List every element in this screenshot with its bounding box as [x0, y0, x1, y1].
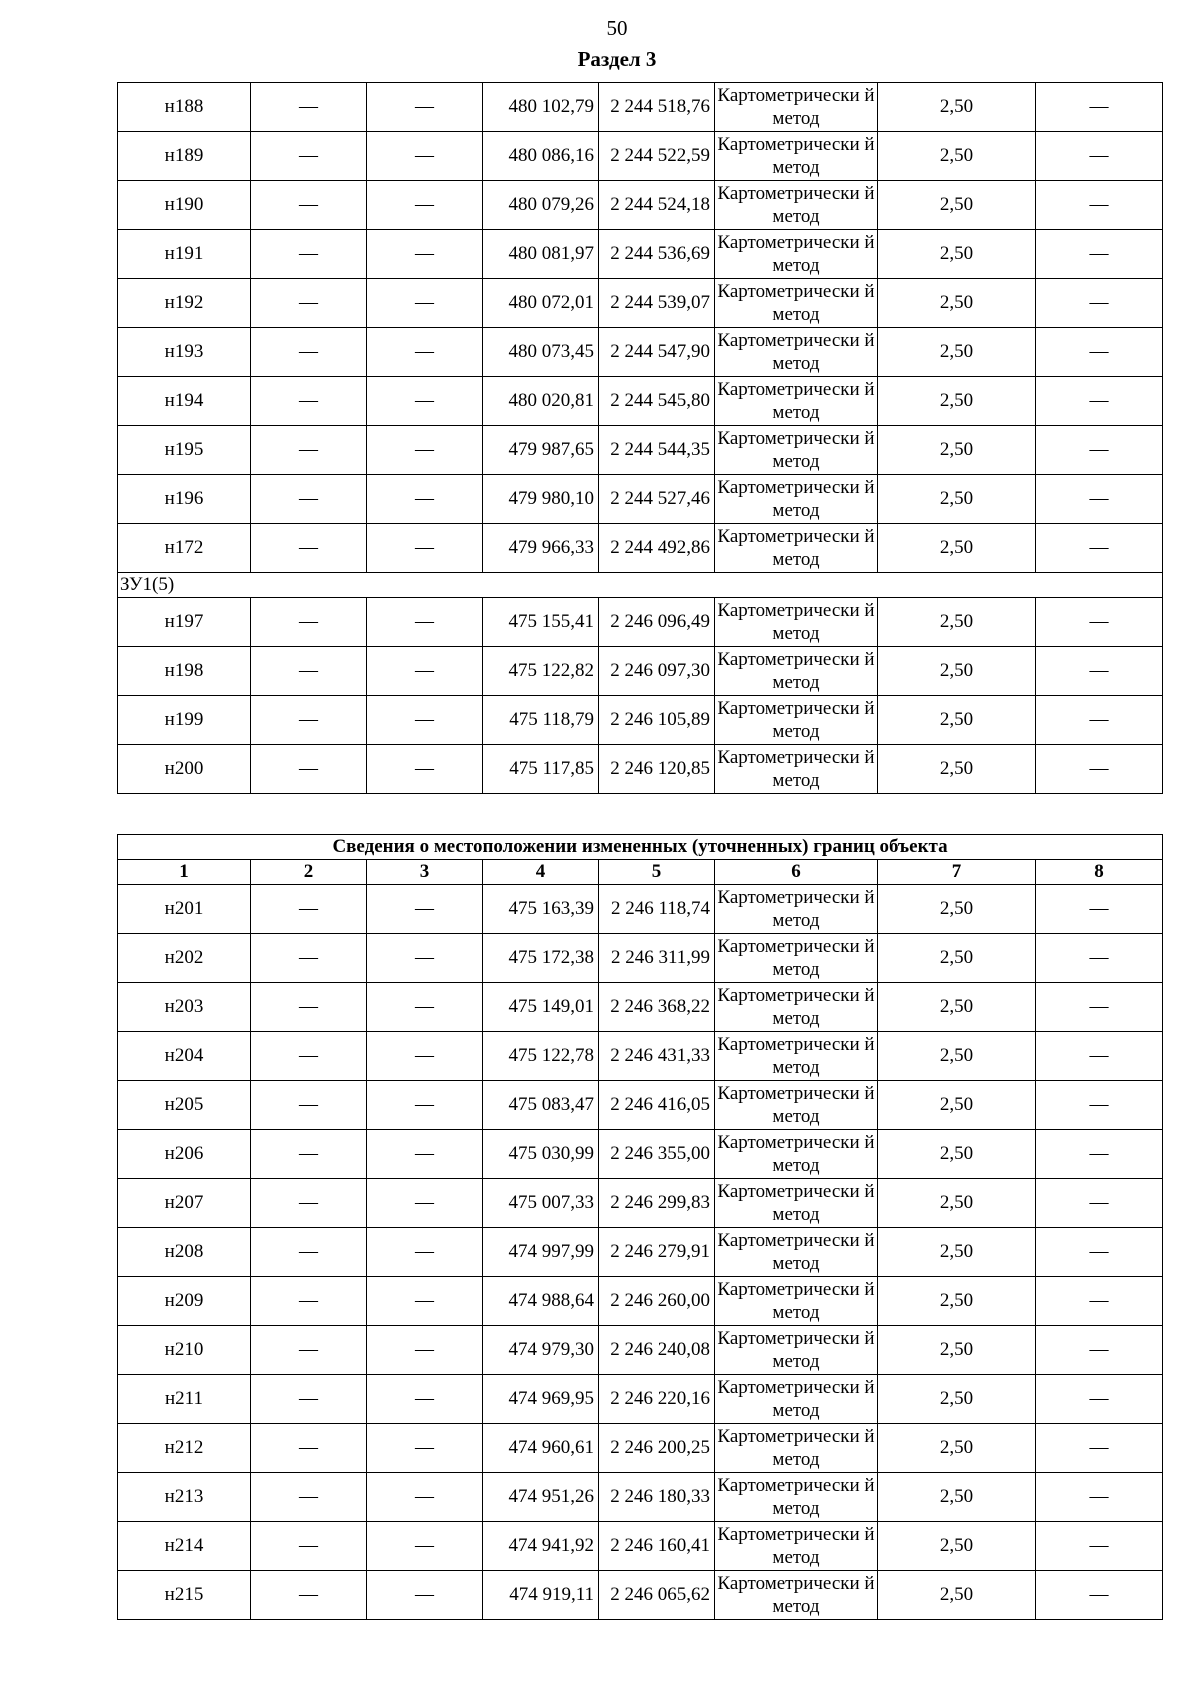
- point-cell: н197: [118, 598, 251, 647]
- method-cell: Картометрически й метод: [715, 934, 878, 983]
- col3-cell: —: [367, 1081, 483, 1130]
- y-coordinate: 2 246 200,25: [599, 1424, 715, 1473]
- y-coordinate: 2 246 105,89: [599, 696, 715, 745]
- x-coordinate: 474 979,30: [483, 1326, 599, 1375]
- point-cell: н172: [118, 524, 251, 573]
- col2-cell: —: [251, 934, 367, 983]
- table-row: [118, 328, 1163, 377]
- y-coordinate: 2 246 240,08: [599, 1326, 715, 1375]
- method-cell: Картометрически й метод: [715, 1179, 878, 1228]
- col3-cell: —: [367, 132, 483, 181]
- x-coordinate: 475 163,39: [483, 885, 599, 934]
- point-cell: н214: [118, 1522, 251, 1571]
- method-cell: Картометрически й метод: [715, 885, 878, 934]
- column-number: 4: [483, 860, 599, 885]
- table-1-section: [118, 573, 1163, 598]
- col2-cell: —: [251, 181, 367, 230]
- point-cell: н203: [118, 983, 251, 1032]
- accuracy-cell: 2,50: [878, 230, 1036, 279]
- col8-cell: —: [1036, 132, 1163, 181]
- x-coordinate: 480 073,45: [483, 328, 599, 377]
- y-coordinate: 2 244 524,18: [599, 181, 715, 230]
- table-row: [118, 1130, 1163, 1179]
- section-title: Раздел 3: [577, 47, 657, 71]
- col8-cell: —: [1036, 377, 1163, 426]
- y-coordinate: 2 246 118,74: [599, 885, 715, 934]
- y-coordinate: 2 244 544,35: [599, 426, 715, 475]
- accuracy-cell: 2,50: [878, 377, 1036, 426]
- method-cell: Картометрически й метод: [715, 377, 878, 426]
- point-cell: н190: [118, 181, 251, 230]
- method-cell: Картометрически й метод: [715, 1522, 878, 1571]
- col8-cell: —: [1036, 1473, 1163, 1522]
- x-coordinate: 475 030,99: [483, 1130, 599, 1179]
- point-cell: н193: [118, 328, 251, 377]
- col2-cell: —: [251, 426, 367, 475]
- y-coordinate: 2 244 522,59: [599, 132, 715, 181]
- col3-cell: —: [367, 181, 483, 230]
- table-row: [118, 1179, 1163, 1228]
- x-coordinate: 474 997,99: [483, 1228, 599, 1277]
- method-cell: Картометрически й метод: [715, 1571, 878, 1620]
- y-coordinate: 2 246 311,99: [599, 934, 715, 983]
- point-cell: н196: [118, 475, 251, 524]
- table-row: [118, 1522, 1163, 1571]
- column-number: 6: [715, 860, 878, 885]
- method-cell: Картометрически й метод: [715, 1081, 878, 1130]
- col3-cell: —: [367, 1522, 483, 1571]
- col8-cell: —: [1036, 475, 1163, 524]
- x-coordinate: 475 155,41: [483, 598, 599, 647]
- col3-cell: —: [367, 328, 483, 377]
- accuracy-cell: 2,50: [878, 1522, 1036, 1571]
- col3-cell: —: [367, 1326, 483, 1375]
- table-row: [118, 1032, 1163, 1081]
- y-coordinate: 2 244 536,69: [599, 230, 715, 279]
- point-cell: н192: [118, 279, 251, 328]
- table-row: [118, 524, 1163, 573]
- method-cell: Картометрически й метод: [715, 647, 878, 696]
- method-cell: Картометрически й метод: [715, 1326, 878, 1375]
- col3-cell: —: [367, 230, 483, 279]
- col8-cell: —: [1036, 1032, 1163, 1081]
- table-row: [118, 745, 1163, 794]
- table-row: [118, 647, 1163, 696]
- accuracy-cell: 2,50: [878, 696, 1036, 745]
- x-coordinate: 475 149,01: [483, 983, 599, 1032]
- x-coordinate: 480 072,01: [483, 279, 599, 328]
- point-cell: н208: [118, 1228, 251, 1277]
- col2-cell: —: [251, 1081, 367, 1130]
- col3-cell: —: [367, 1375, 483, 1424]
- accuracy-cell: 2,50: [878, 1424, 1036, 1473]
- y-coordinate: 2 246 299,83: [599, 1179, 715, 1228]
- y-coordinate: 2 246 355,00: [599, 1130, 715, 1179]
- accuracy-cell: 2,50: [878, 475, 1036, 524]
- method-cell: Картометрически й метод: [715, 983, 878, 1032]
- page-number: 50: [606, 16, 628, 40]
- point-cell: н207: [118, 1179, 251, 1228]
- point-cell: н191: [118, 230, 251, 279]
- accuracy-cell: 2,50: [878, 885, 1036, 934]
- point-cell: н188: [118, 83, 251, 132]
- table-row: [118, 598, 1163, 647]
- point-cell: н198: [118, 647, 251, 696]
- col3-cell: —: [367, 647, 483, 696]
- table-2-body: [118, 885, 1163, 1620]
- accuracy-cell: 2,50: [878, 647, 1036, 696]
- x-coordinate: 480 079,26: [483, 181, 599, 230]
- x-coordinate: 480 020,81: [483, 377, 599, 426]
- point-cell: н199: [118, 696, 251, 745]
- col2-cell: —: [251, 1571, 367, 1620]
- accuracy-cell: 2,50: [878, 983, 1036, 1032]
- col3-cell: —: [367, 1473, 483, 1522]
- col8-cell: —: [1036, 598, 1163, 647]
- col2-cell: —: [251, 1179, 367, 1228]
- col2-cell: —: [251, 83, 367, 132]
- col2-cell: —: [251, 885, 367, 934]
- x-coordinate: 480 086,16: [483, 132, 599, 181]
- table-row: [118, 1424, 1163, 1473]
- table-row: [118, 1228, 1163, 1277]
- x-coordinate: 475 117,85: [483, 745, 599, 794]
- col2-cell: —: [251, 230, 367, 279]
- col3-cell: —: [367, 475, 483, 524]
- col2-cell: —: [251, 1130, 367, 1179]
- col3-cell: —: [367, 279, 483, 328]
- col2-cell: —: [251, 1326, 367, 1375]
- col8-cell: —: [1036, 696, 1163, 745]
- accuracy-cell: 2,50: [878, 524, 1036, 573]
- col8-cell: —: [1036, 279, 1163, 328]
- col2-cell: —: [251, 1473, 367, 1522]
- method-cell: Картометрически й метод: [715, 1228, 878, 1277]
- accuracy-cell: 2,50: [878, 934, 1036, 983]
- point-cell: н212: [118, 1424, 251, 1473]
- accuracy-cell: 2,50: [878, 1277, 1036, 1326]
- accuracy-cell: 2,50: [878, 426, 1036, 475]
- column-number: 3: [367, 860, 483, 885]
- method-cell: Картометрически й метод: [715, 1375, 878, 1424]
- table-row: [118, 181, 1163, 230]
- col3-cell: —: [367, 1130, 483, 1179]
- table-1-body-a: [118, 83, 1163, 573]
- accuracy-cell: 2,50: [878, 1571, 1036, 1620]
- col8-cell: —: [1036, 647, 1163, 696]
- col2-cell: —: [251, 1032, 367, 1081]
- col8-cell: —: [1036, 1375, 1163, 1424]
- x-coordinate: 475 122,78: [483, 1032, 599, 1081]
- table-row: [118, 83, 1163, 132]
- method-cell: Картометрически й метод: [715, 1130, 878, 1179]
- accuracy-cell: 2,50: [878, 745, 1036, 794]
- method-cell: Картометрически й метод: [715, 598, 878, 647]
- y-coordinate: 2 244 545,80: [599, 377, 715, 426]
- table-row: [118, 885, 1163, 934]
- x-coordinate: 479 966,33: [483, 524, 599, 573]
- method-cell: Картометрически й метод: [715, 132, 878, 181]
- point-cell: н194: [118, 377, 251, 426]
- method-cell: Картометрически й метод: [715, 1473, 878, 1522]
- col2-cell: —: [251, 475, 367, 524]
- x-coordinate: 480 081,97: [483, 230, 599, 279]
- col8-cell: —: [1036, 1179, 1163, 1228]
- x-coordinate: 475 007,33: [483, 1179, 599, 1228]
- col2-cell: —: [251, 1424, 367, 1473]
- col3-cell: —: [367, 745, 483, 794]
- table-row: [118, 934, 1163, 983]
- y-coordinate: 2 246 416,05: [599, 1081, 715, 1130]
- point-cell: н215: [118, 1571, 251, 1620]
- y-coordinate: 2 244 518,76: [599, 83, 715, 132]
- section-label: ЗУ1(5): [118, 573, 1163, 598]
- col2-cell: —: [251, 1277, 367, 1326]
- col3-cell: —: [367, 1032, 483, 1081]
- col2-cell: —: [251, 377, 367, 426]
- col8-cell: —: [1036, 1522, 1163, 1571]
- table-row: [118, 426, 1163, 475]
- table-row: [118, 1571, 1163, 1620]
- x-coordinate: 474 960,61: [483, 1424, 599, 1473]
- y-coordinate: 2 246 368,22: [599, 983, 715, 1032]
- table-2-head: [118, 835, 1163, 885]
- col2-cell: —: [251, 745, 367, 794]
- table-row: [118, 983, 1163, 1032]
- point-cell: н211: [118, 1375, 251, 1424]
- x-coordinate: 474 941,92: [483, 1522, 599, 1571]
- table-row: [118, 696, 1163, 745]
- col8-cell: —: [1036, 1571, 1163, 1620]
- point-cell: н210: [118, 1326, 251, 1375]
- column-number: 8: [1036, 860, 1163, 885]
- accuracy-cell: 2,50: [878, 1130, 1036, 1179]
- y-coordinate: 2 246 431,33: [599, 1032, 715, 1081]
- point-cell: н205: [118, 1081, 251, 1130]
- table-row: [118, 279, 1163, 328]
- x-coordinate: 475 083,47: [483, 1081, 599, 1130]
- accuracy-cell: 2,50: [878, 1032, 1036, 1081]
- y-coordinate: 2 246 120,85: [599, 745, 715, 794]
- column-number: 5: [599, 860, 715, 885]
- col3-cell: —: [367, 983, 483, 1032]
- accuracy-cell: 2,50: [878, 83, 1036, 132]
- col2-cell: —: [251, 328, 367, 377]
- col3-cell: —: [367, 1424, 483, 1473]
- col8-cell: —: [1036, 1326, 1163, 1375]
- col3-cell: —: [367, 377, 483, 426]
- table-row: [118, 132, 1163, 181]
- point-cell: н209: [118, 1277, 251, 1326]
- y-coordinate: 2 246 065,62: [599, 1571, 715, 1620]
- accuracy-cell: 2,50: [878, 1473, 1036, 1522]
- x-coordinate: 474 919,11: [483, 1571, 599, 1620]
- col2-cell: —: [251, 983, 367, 1032]
- y-coordinate: 2 246 279,91: [599, 1228, 715, 1277]
- col3-cell: —: [367, 1179, 483, 1228]
- y-coordinate: 2 246 180,33: [599, 1473, 715, 1522]
- column-number: 1: [118, 860, 251, 885]
- point-cell: н206: [118, 1130, 251, 1179]
- col2-cell: —: [251, 1228, 367, 1277]
- col3-cell: —: [367, 83, 483, 132]
- col2-cell: —: [251, 1375, 367, 1424]
- x-coordinate: 479 980,10: [483, 475, 599, 524]
- col8-cell: —: [1036, 745, 1163, 794]
- section-row: [118, 573, 1163, 598]
- method-cell: Картометрически й метод: [715, 475, 878, 524]
- col8-cell: —: [1036, 1277, 1163, 1326]
- method-cell: Картометрически й метод: [715, 1424, 878, 1473]
- col3-cell: —: [367, 1228, 483, 1277]
- coordinates-table-1: [117, 82, 1163, 794]
- col2-cell: —: [251, 1522, 367, 1571]
- method-cell: Картометрически й метод: [715, 181, 878, 230]
- col8-cell: —: [1036, 1081, 1163, 1130]
- x-coordinate: 474 951,26: [483, 1473, 599, 1522]
- table-heading: Сведения о местоположении измененных (уточненных) границ объекта: [118, 835, 1163, 860]
- col8-cell: —: [1036, 885, 1163, 934]
- accuracy-cell: 2,50: [878, 1081, 1036, 1130]
- x-coordinate: 475 118,79: [483, 696, 599, 745]
- table-row: [118, 1277, 1163, 1326]
- col8-cell: —: [1036, 983, 1163, 1032]
- method-cell: Картометрически й метод: [715, 1032, 878, 1081]
- point-cell: н213: [118, 1473, 251, 1522]
- col8-cell: —: [1036, 181, 1163, 230]
- col2-cell: —: [251, 132, 367, 181]
- method-cell: Картометрически й метод: [715, 230, 878, 279]
- point-cell: н200: [118, 745, 251, 794]
- table-row: [118, 377, 1163, 426]
- column-number-row: [118, 860, 1163, 885]
- point-cell: н201: [118, 885, 251, 934]
- table-row: [118, 1326, 1163, 1375]
- table-row: [118, 230, 1163, 279]
- x-coordinate: 474 988,64: [483, 1277, 599, 1326]
- col3-cell: —: [367, 934, 483, 983]
- col8-cell: —: [1036, 1228, 1163, 1277]
- accuracy-cell: 2,50: [878, 279, 1036, 328]
- x-coordinate: 480 102,79: [483, 83, 599, 132]
- x-coordinate: 475 172,38: [483, 934, 599, 983]
- col3-cell: —: [367, 598, 483, 647]
- accuracy-cell: 2,50: [878, 1375, 1036, 1424]
- col2-cell: —: [251, 279, 367, 328]
- point-cell: н202: [118, 934, 251, 983]
- col3-cell: —: [367, 524, 483, 573]
- x-coordinate: 475 122,82: [483, 647, 599, 696]
- y-coordinate: 2 246 096,49: [599, 598, 715, 647]
- point-cell: н195: [118, 426, 251, 475]
- method-cell: Картометрически й метод: [715, 426, 878, 475]
- table-row: [118, 1375, 1163, 1424]
- x-coordinate: 474 969,95: [483, 1375, 599, 1424]
- y-coordinate: 2 246 160,41: [599, 1522, 715, 1571]
- y-coordinate: 2 244 492,86: [599, 524, 715, 573]
- method-cell: Картометрически й метод: [715, 83, 878, 132]
- method-cell: Картометрически й метод: [715, 745, 878, 794]
- col8-cell: —: [1036, 934, 1163, 983]
- col8-cell: —: [1036, 83, 1163, 132]
- column-number: 2: [251, 860, 367, 885]
- col2-cell: —: [251, 598, 367, 647]
- col8-cell: —: [1036, 426, 1163, 475]
- accuracy-cell: 2,50: [878, 1228, 1036, 1277]
- method-cell: Картометрически й метод: [715, 696, 878, 745]
- y-coordinate: 2 246 220,16: [599, 1375, 715, 1424]
- table-row: [118, 475, 1163, 524]
- col3-cell: —: [367, 1277, 483, 1326]
- table-1-body-b: [118, 598, 1163, 794]
- table-row: [118, 1473, 1163, 1522]
- method-cell: Картометрически й метод: [715, 328, 878, 377]
- point-cell: н189: [118, 132, 251, 181]
- y-coordinate: 2 246 097,30: [599, 647, 715, 696]
- accuracy-cell: 2,50: [878, 598, 1036, 647]
- accuracy-cell: 2,50: [878, 1179, 1036, 1228]
- col2-cell: —: [251, 647, 367, 696]
- method-cell: Картометрически й метод: [715, 279, 878, 328]
- col2-cell: —: [251, 524, 367, 573]
- y-coordinate: 2 244 527,46: [599, 475, 715, 524]
- y-coordinate: 2 244 547,90: [599, 328, 715, 377]
- y-coordinate: 2 246 260,00: [599, 1277, 715, 1326]
- col3-cell: —: [367, 885, 483, 934]
- col2-cell: —: [251, 696, 367, 745]
- column-number: 7: [878, 860, 1036, 885]
- col8-cell: —: [1036, 1130, 1163, 1179]
- table-row: [118, 1081, 1163, 1130]
- col8-cell: —: [1036, 524, 1163, 573]
- accuracy-cell: 2,50: [878, 1326, 1036, 1375]
- y-coordinate: 2 244 539,07: [599, 279, 715, 328]
- x-coordinate: 479 987,65: [483, 426, 599, 475]
- col8-cell: —: [1036, 230, 1163, 279]
- col8-cell: —: [1036, 1424, 1163, 1473]
- table-heading-row: [118, 835, 1163, 860]
- coordinates-table-2: [117, 834, 1163, 1620]
- col8-cell: —: [1036, 328, 1163, 377]
- method-cell: Картометрически й метод: [715, 1277, 878, 1326]
- col3-cell: —: [367, 1571, 483, 1620]
- accuracy-cell: 2,50: [878, 328, 1036, 377]
- col3-cell: —: [367, 426, 483, 475]
- accuracy-cell: 2,50: [878, 181, 1036, 230]
- point-cell: н204: [118, 1032, 251, 1081]
- col3-cell: —: [367, 696, 483, 745]
- accuracy-cell: 2,50: [878, 132, 1036, 181]
- method-cell: Картометрически й метод: [715, 524, 878, 573]
